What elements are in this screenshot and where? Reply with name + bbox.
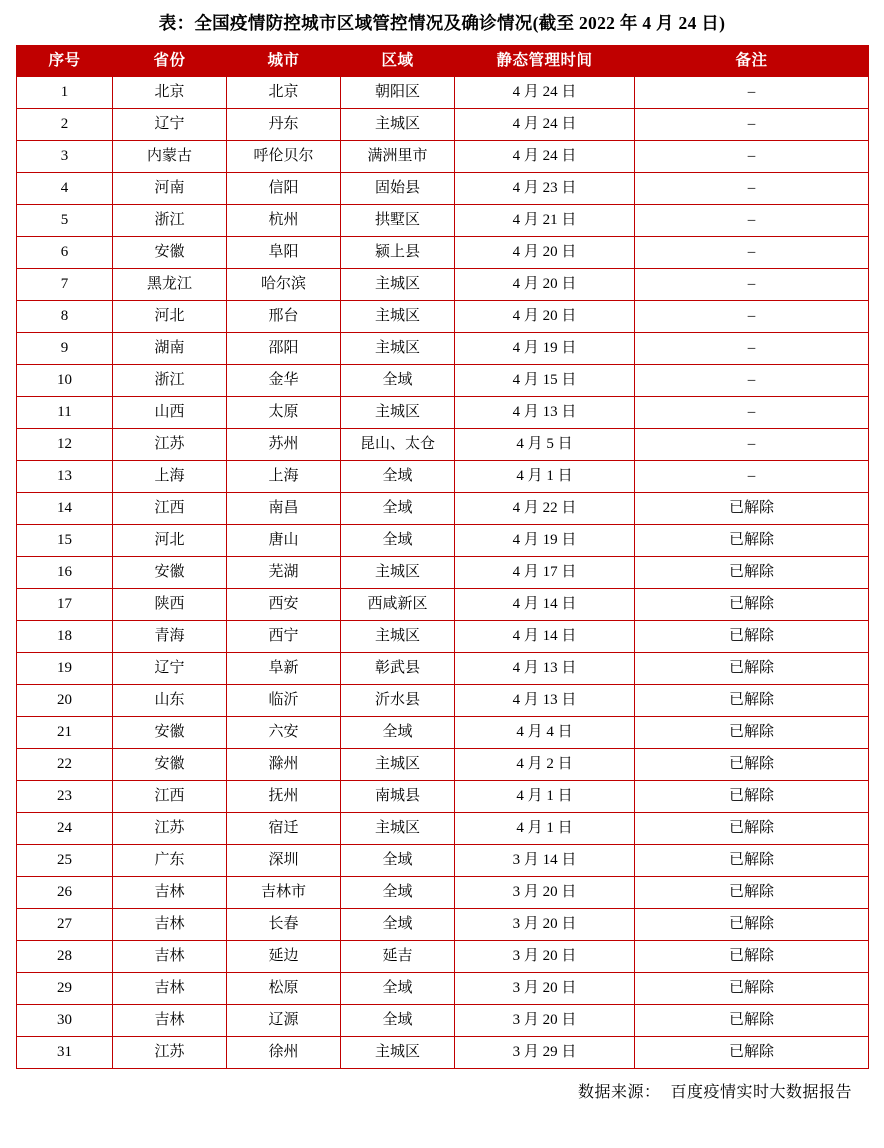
table-row — [17, 653, 869, 685]
cell-index: 26 — [17, 877, 113, 909]
cell-province: 吉林 — [113, 973, 227, 1005]
cell-time: 4 月 24 日 — [455, 141, 635, 173]
cell-index: 21 — [17, 717, 113, 749]
table-row — [17, 781, 869, 813]
cell-city: 西宁 — [227, 621, 341, 653]
table-row — [17, 1037, 869, 1069]
cell-time: 4 月 1 日 — [455, 461, 635, 493]
cell-time: 3 月 20 日 — [455, 1005, 635, 1037]
table-row — [17, 365, 869, 397]
table-row — [17, 493, 869, 525]
cell-time: 4 月 23 日 — [455, 173, 635, 205]
cell-index: 8 — [17, 301, 113, 333]
cell-area: 主城区 — [341, 1037, 455, 1069]
cell-area: 主城区 — [341, 397, 455, 429]
cell-province: 吉林 — [113, 941, 227, 973]
cell-city: 信阳 — [227, 173, 341, 205]
column-header-city: 城市 — [227, 46, 341, 77]
data-source-note — [16, 1079, 852, 1102]
cell-time: 4 月 24 日 — [455, 77, 635, 109]
cell-index: 25 — [17, 845, 113, 877]
cell-area: 全域 — [341, 525, 455, 557]
cell-city: 吉林市 — [227, 877, 341, 909]
table-row — [17, 813, 869, 845]
cell-time: 3 月 20 日 — [455, 909, 635, 941]
table-body — [17, 77, 869, 1069]
cell-area: 西咸新区 — [341, 589, 455, 621]
cell-remark: 已解除 — [635, 493, 869, 525]
cell-province: 内蒙古 — [113, 141, 227, 173]
cell-index: 22 — [17, 749, 113, 781]
cell-province: 安徽 — [113, 749, 227, 781]
cell-city: 深圳 — [227, 845, 341, 877]
cell-city: 抚州 — [227, 781, 341, 813]
cell-remark: – — [635, 141, 869, 173]
page-title: 表：全国疫情防控城市区域管控情况及确诊情况(截至 2022 年 4 月 24 日) — [158, 13, 726, 33]
column-header-area: 区域 — [341, 46, 455, 77]
cell-remark: 已解除 — [635, 877, 869, 909]
cell-index: 12 — [17, 429, 113, 461]
cell-index: 4 — [17, 173, 113, 205]
cell-area: 全域 — [341, 845, 455, 877]
cell-index: 19 — [17, 653, 113, 685]
cell-time: 4 月 20 日 — [455, 269, 635, 301]
cell-index: 27 — [17, 909, 113, 941]
cell-index: 5 — [17, 205, 113, 237]
table-row — [17, 461, 869, 493]
cell-province: 陕西 — [113, 589, 227, 621]
column-header-province: 省份 — [113, 46, 227, 77]
table-row — [17, 269, 869, 301]
cell-remark: – — [635, 173, 869, 205]
table-row — [17, 141, 869, 173]
cell-remark: – — [635, 269, 869, 301]
cell-province: 安徽 — [113, 717, 227, 749]
cell-remark: 已解除 — [635, 589, 869, 621]
cell-area: 朝阳区 — [341, 77, 455, 109]
cell-index: 20 — [17, 685, 113, 717]
cell-time: 4 月 17 日 — [455, 557, 635, 589]
cell-remark: 已解除 — [635, 685, 869, 717]
table-header — [17, 46, 869, 77]
cell-city: 杭州 — [227, 205, 341, 237]
cell-area: 全域 — [341, 1005, 455, 1037]
cell-remark: – — [635, 77, 869, 109]
cell-remark: – — [635, 397, 869, 429]
cell-index: 30 — [17, 1005, 113, 1037]
cell-remark: 已解除 — [635, 909, 869, 941]
cell-province: 上海 — [113, 461, 227, 493]
cell-city: 太原 — [227, 397, 341, 429]
data-source-label: 数据来源： — [577, 1084, 661, 1101]
cell-time: 3 月 29 日 — [455, 1037, 635, 1069]
table-row — [17, 557, 869, 589]
cell-province: 河北 — [113, 525, 227, 557]
cell-index: 29 — [17, 973, 113, 1005]
cell-index: 15 — [17, 525, 113, 557]
cell-area: 满洲里市 — [341, 141, 455, 173]
cell-city: 辽源 — [227, 1005, 341, 1037]
cell-time: 3 月 14 日 — [455, 845, 635, 877]
cell-province: 吉林 — [113, 877, 227, 909]
column-header-index: 序号 — [17, 46, 113, 77]
cell-time: 4 月 19 日 — [455, 525, 635, 557]
cell-time: 4 月 13 日 — [455, 685, 635, 717]
cell-time: 4 月 20 日 — [455, 237, 635, 269]
cell-remark: 已解除 — [635, 941, 869, 973]
cell-area: 昆山、太仓 — [341, 429, 455, 461]
cell-area: 主城区 — [341, 333, 455, 365]
table-row — [17, 525, 869, 557]
table-row — [17, 429, 869, 461]
cell-city: 芜湖 — [227, 557, 341, 589]
cell-area: 全域 — [341, 365, 455, 397]
cell-remark: 已解除 — [635, 557, 869, 589]
table-row — [17, 205, 869, 237]
cell-time: 4 月 22 日 — [455, 493, 635, 525]
cell-city: 唐山 — [227, 525, 341, 557]
cell-time: 4 月 19 日 — [455, 333, 635, 365]
cell-area: 全域 — [341, 717, 455, 749]
cell-area: 全域 — [341, 877, 455, 909]
cell-time: 4 月 5 日 — [455, 429, 635, 461]
cell-time: 4 月 14 日 — [455, 621, 635, 653]
cell-province: 山东 — [113, 685, 227, 717]
cell-index: 31 — [17, 1037, 113, 1069]
table-row — [17, 941, 869, 973]
cell-area: 主城区 — [341, 621, 455, 653]
cell-area: 主城区 — [341, 557, 455, 589]
cell-index: 1 — [17, 77, 113, 109]
cell-time: 4 月 20 日 — [455, 301, 635, 333]
cell-remark: 已解除 — [635, 973, 869, 1005]
cell-remark: – — [635, 301, 869, 333]
cell-time: 4 月 21 日 — [455, 205, 635, 237]
cell-area: 全域 — [341, 461, 455, 493]
table-row — [17, 77, 869, 109]
table-row — [17, 973, 869, 1005]
cell-index: 7 — [17, 269, 113, 301]
epidemic-control-table — [16, 45, 869, 1069]
cell-time: 4 月 24 日 — [455, 109, 635, 141]
cell-area: 沂水县 — [341, 685, 455, 717]
cell-city: 西安 — [227, 589, 341, 621]
cell-remark: 已解除 — [635, 621, 869, 653]
cell-remark: – — [635, 429, 869, 461]
cell-remark: 已解除 — [635, 1037, 869, 1069]
cell-area: 全域 — [341, 909, 455, 941]
cell-index: 28 — [17, 941, 113, 973]
cell-province: 江苏 — [113, 429, 227, 461]
cell-city: 苏州 — [227, 429, 341, 461]
cell-area: 主城区 — [341, 269, 455, 301]
cell-area: 颍上县 — [341, 237, 455, 269]
table-row — [17, 909, 869, 941]
cell-index: 11 — [17, 397, 113, 429]
cell-city: 哈尔滨 — [227, 269, 341, 301]
cell-index: 24 — [17, 813, 113, 845]
cell-province: 江西 — [113, 493, 227, 525]
cell-remark: – — [635, 333, 869, 365]
cell-index: 17 — [17, 589, 113, 621]
cell-area: 延吉 — [341, 941, 455, 973]
cell-index: 16 — [17, 557, 113, 589]
cell-area: 拱墅区 — [341, 205, 455, 237]
cell-city: 六安 — [227, 717, 341, 749]
cell-index: 13 — [17, 461, 113, 493]
cell-city: 邵阳 — [227, 333, 341, 365]
cell-province: 河南 — [113, 173, 227, 205]
cell-city: 呼伦贝尔 — [227, 141, 341, 173]
table-row — [17, 237, 869, 269]
cell-index: 9 — [17, 333, 113, 365]
cell-remark: 已解除 — [635, 781, 869, 813]
cell-area: 南城县 — [341, 781, 455, 813]
table-row — [17, 109, 869, 141]
cell-province: 浙江 — [113, 205, 227, 237]
cell-province: 安徽 — [113, 557, 227, 589]
table-row — [17, 589, 869, 621]
table-row — [17, 301, 869, 333]
column-header-remark: 备注 — [635, 46, 869, 77]
cell-time: 3 月 20 日 — [455, 941, 635, 973]
cell-remark: 已解除 — [635, 717, 869, 749]
cell-remark: – — [635, 109, 869, 141]
table-row — [17, 333, 869, 365]
cell-city: 滁州 — [227, 749, 341, 781]
cell-remark: – — [635, 461, 869, 493]
cell-area: 主城区 — [341, 813, 455, 845]
cell-time: 4 月 1 日 — [455, 781, 635, 813]
cell-index: 6 — [17, 237, 113, 269]
cell-index: 14 — [17, 493, 113, 525]
cell-remark: – — [635, 205, 869, 237]
cell-area: 主城区 — [341, 749, 455, 781]
cell-index: 18 — [17, 621, 113, 653]
cell-area: 全域 — [341, 973, 455, 1005]
table-row — [17, 749, 869, 781]
cell-province: 江苏 — [113, 1037, 227, 1069]
cell-city: 阜阳 — [227, 237, 341, 269]
cell-remark: 已解除 — [635, 525, 869, 557]
cell-city: 北京 — [227, 77, 341, 109]
cell-time: 4 月 13 日 — [455, 397, 635, 429]
cell-province: 北京 — [113, 77, 227, 109]
cell-city: 宿迁 — [227, 813, 341, 845]
cell-index: 23 — [17, 781, 113, 813]
cell-city: 长春 — [227, 909, 341, 941]
cell-time: 4 月 1 日 — [455, 813, 635, 845]
cell-province: 山西 — [113, 397, 227, 429]
cell-city: 延边 — [227, 941, 341, 973]
cell-time: 4 月 2 日 — [455, 749, 635, 781]
table-row — [17, 1005, 869, 1037]
column-header-static-management-time: 静态管理时间 — [455, 46, 635, 77]
cell-province: 湖南 — [113, 333, 227, 365]
cell-area: 全域 — [341, 493, 455, 525]
cell-city: 邢台 — [227, 301, 341, 333]
cell-province: 浙江 — [113, 365, 227, 397]
table-header-row — [17, 46, 869, 77]
cell-city: 阜新 — [227, 653, 341, 685]
cell-remark: 已解除 — [635, 653, 869, 685]
cell-city: 丹东 — [227, 109, 341, 141]
data-source-value: 百度疫情实时大数据报告 — [670, 1084, 852, 1101]
cell-city: 南昌 — [227, 493, 341, 525]
cell-time: 4 月 13 日 — [455, 653, 635, 685]
cell-remark: 已解除 — [635, 813, 869, 845]
cell-area: 固始县 — [341, 173, 455, 205]
cell-province: 吉林 — [113, 1005, 227, 1037]
cell-remark: 已解除 — [635, 749, 869, 781]
table-row — [17, 397, 869, 429]
cell-time: 4 月 15 日 — [455, 365, 635, 397]
cell-city: 临沂 — [227, 685, 341, 717]
cell-province: 辽宁 — [113, 653, 227, 685]
cell-remark: 已解除 — [635, 845, 869, 877]
table-row — [17, 717, 869, 749]
table-row — [17, 877, 869, 909]
table-row — [17, 685, 869, 717]
cell-province: 河北 — [113, 301, 227, 333]
cell-index: 2 — [17, 109, 113, 141]
cell-remark: – — [635, 237, 869, 269]
cell-province: 黑龙江 — [113, 269, 227, 301]
cell-time: 3 月 20 日 — [455, 973, 635, 1005]
cell-area: 主城区 — [341, 301, 455, 333]
cell-area: 彰武县 — [341, 653, 455, 685]
cell-time: 3 月 20 日 — [455, 877, 635, 909]
cell-province: 青海 — [113, 621, 227, 653]
cell-city: 金华 — [227, 365, 341, 397]
table-row — [17, 845, 869, 877]
cell-area: 主城区 — [341, 109, 455, 141]
cell-remark: – — [635, 365, 869, 397]
cell-province: 江苏 — [113, 813, 227, 845]
cell-time: 4 月 4 日 — [455, 717, 635, 749]
cell-province: 辽宁 — [113, 109, 227, 141]
cell-remark: 已解除 — [635, 1005, 869, 1037]
cell-time: 4 月 14 日 — [455, 589, 635, 621]
table-row — [17, 173, 869, 205]
cell-province: 江西 — [113, 781, 227, 813]
cell-province: 吉林 — [113, 909, 227, 941]
cell-province: 广东 — [113, 845, 227, 877]
table-row — [17, 621, 869, 653]
cell-city: 上海 — [227, 461, 341, 493]
cell-index: 3 — [17, 141, 113, 173]
cell-city: 松原 — [227, 973, 341, 1005]
cell-city: 徐州 — [227, 1037, 341, 1069]
cell-province: 安徽 — [113, 237, 227, 269]
cell-index: 10 — [17, 365, 113, 397]
